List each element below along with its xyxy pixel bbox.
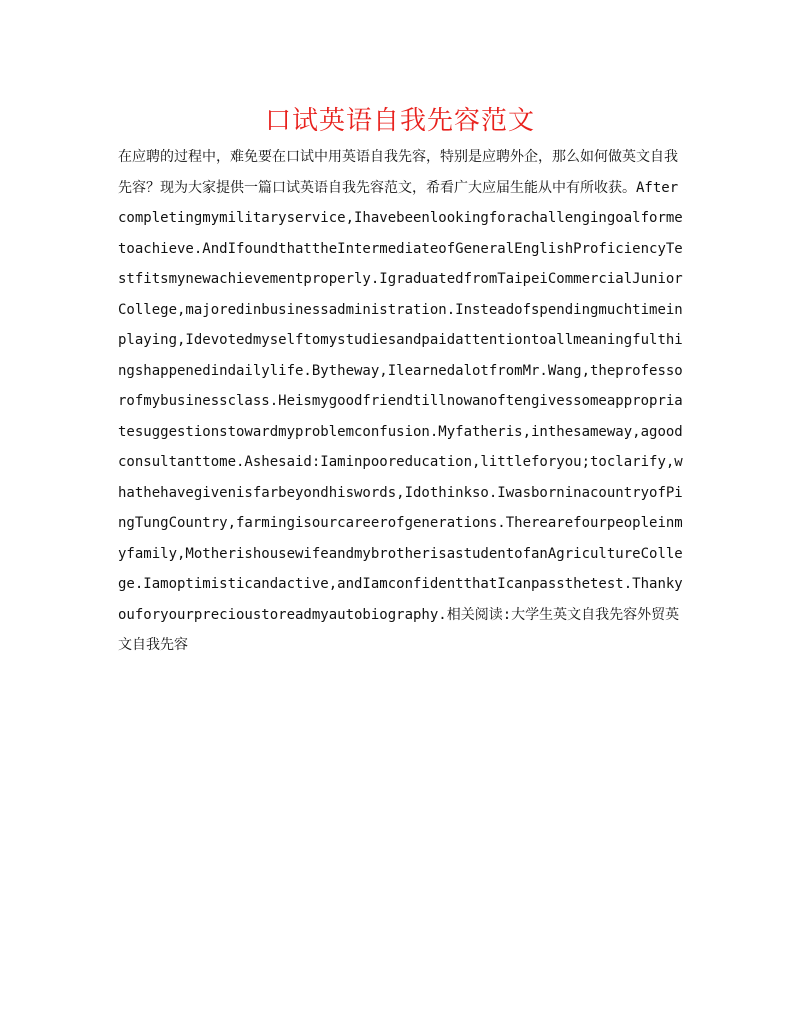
essay-text: Aftercompletingmymilitaryservice,Ihavebeenlookingforachallengingoalformetoachieve.AndIfoundthattheIntermediateofGeneralEnglishProficiencyTestfitsmynewachievementproperly.IgraduatedfromTaipeiCommercialJuniorCollege,majoredinbusinessadministration.Insteadofspendingmuchtimeinplaying,Idevotedmyselftomystudiesandpaidattentiontoallmeaningfulthingshappenedindailylife.Bytheway,IlearnedalotfromMr.Wang,theprofessorofmybusinessclass.Heismygoodfriendtillnowanoftengivessomeappropriatesuggestionstowardmyproblemconfusion.Myfatheris,inthesameway,agoodconsultanttome.Ashesaid:Iaminpooreducation,littleforyou;toclarify,whathehavegivenisfarbeyondhiswords,Idothinkso.IwasborninacountryofPingTungCountry,farmingisourcareerofgenerations.Therearefourpeopleinmyfamily,MotherishousewifeandmybrotherisastudentofanAgricultureCollege.Iamoptimisticandactive,andIamconfidentthatIcanpassthetest.Thankyouforyourprecioustoreadmyautobiography. (118, 179, 683, 623)
intro-paragraph: 在应聘的过程中，难免要在口试中用英语自我先容，特别是应聘外企，那么如何做英文自我先容？现为大家提供一篇口试英语自我先容范文，希看广大应届生能从中有所收获。 (118, 149, 678, 196)
document-title: 口试英语自我先容范文 (264, 106, 535, 136)
document-body (118, 142, 684, 661)
related-label: 相关阅读: (446, 606, 512, 623)
related-links[interactable]: 大学生英文自我先容外贸英文自我先容 (118, 606, 680, 653)
